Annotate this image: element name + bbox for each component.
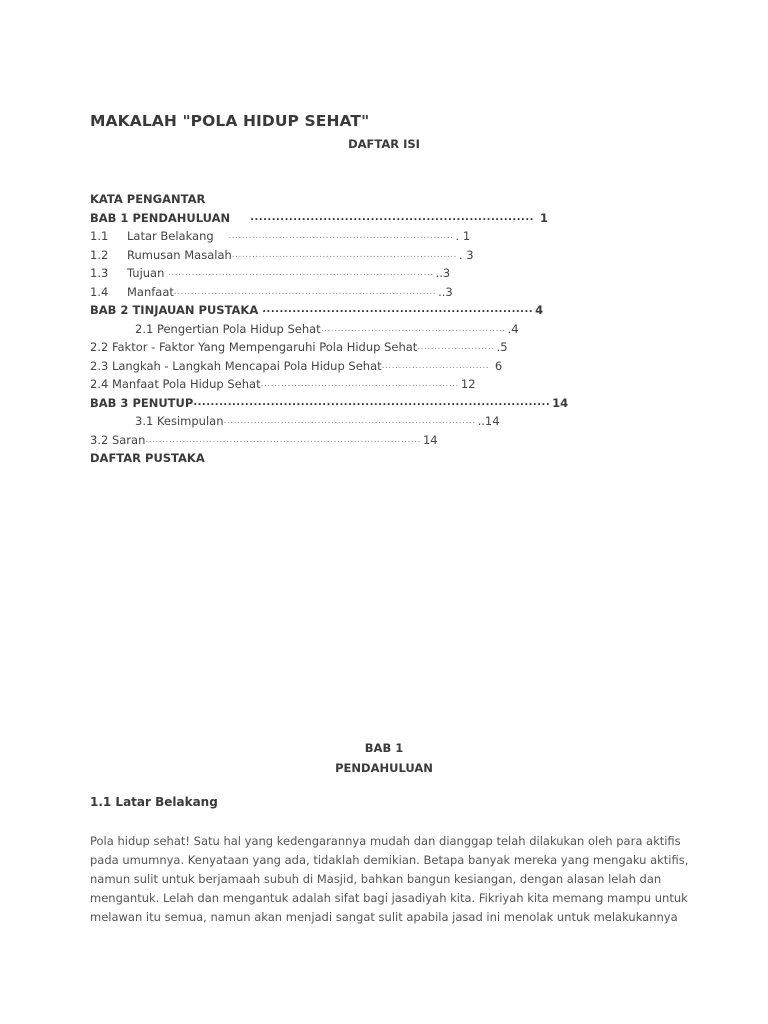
toc-entry-label: Tujuan (127, 266, 169, 280)
table-of-contents (90, 190, 690, 468)
toc-entry-label: 2.1 Pengertian Pola Hidup Sehat (135, 321, 321, 336)
toc-entry-leader: ................................................................... (228, 231, 454, 241)
toc-entry-number: 1.4 (90, 284, 109, 299)
toc-entry-label: 2.3 Langkah - Langkah Mencapai Pola Hidup Sehat (90, 358, 382, 373)
toc-entry-leader: ................................ (381, 360, 490, 371)
toc-entry (90, 338, 690, 357)
toc-entry-page: ..3 (438, 284, 453, 299)
toc-entry-leader: ................................................................... (231, 249, 457, 260)
toc-entry-page: .5 (496, 340, 508, 354)
toc-entry-label: Latar Belakang (127, 229, 229, 243)
toc-entry-label: BAB 1 PENDAHULUAN (90, 210, 251, 225)
toc-entry-number: 1.1 (90, 229, 109, 243)
toc-entry-number: 1.2 (90, 247, 109, 262)
body-line: namun sulit untuk berjamaah subuh di Masjid, bahkan bangun kesiangan, dengan alasan lelah dan (90, 872, 662, 886)
toc-entry (90, 301, 690, 320)
toc-entry-page: 1 (535, 210, 548, 225)
toc-entry-label: 2.4 Manfaat Pola Hidup Sehat (90, 377, 261, 391)
toc-entry (90, 449, 690, 468)
toc-entry-page: 4 (535, 303, 544, 317)
toc-entry-page: 14 (422, 432, 438, 447)
toc-entry (90, 264, 690, 283)
toc-entry-leader: ........................................................................... (223, 416, 476, 426)
toc-entry (90, 431, 690, 450)
body-line: mengantuk. Lelah dan mengantuk adalah sifat bagi jasadiyah kita. Fikriyah kita memang mampu untuk (90, 891, 688, 905)
toc-entry (90, 357, 690, 376)
section-heading: 1.1 Latar Belakang (90, 795, 218, 809)
toc-entry-label: BAB 2 TINJAUAN PUSTAKA (90, 303, 263, 317)
body-line: Pola hidup sehat! Satu hal yang kedengarannya mudah dan dianggap telah dilakukan oleh para aktifis (90, 834, 681, 848)
body-paragraph (90, 832, 690, 927)
toc-entry-label: Rumusan Masalah (127, 247, 232, 262)
toc-entry-label: KATA PENGANTAR (90, 192, 206, 206)
toc-entry-page: 12 (460, 377, 476, 391)
toc-entry (90, 320, 690, 339)
toc-entry-leader: ....................... (417, 342, 495, 352)
toc-entry-leader: .............................................................................. (173, 286, 437, 297)
toc-entry-leader: .................................................................. (250, 211, 534, 223)
toc-entry-leader: ........................................................... (260, 379, 459, 389)
document-title: MAKALAH "POLA HIDUP SEHAT" (90, 112, 370, 130)
toc-entry (90, 412, 690, 431)
toc-entry-page: 6 (491, 358, 503, 373)
toc-entry (90, 375, 690, 394)
chapter-number: BAB 1 (364, 741, 404, 755)
toc-entry-page: ..3 (435, 266, 451, 280)
toc-entry (90, 227, 690, 246)
toc-entry (90, 209, 690, 228)
toc-entry-page: 14 (552, 395, 569, 410)
toc-entry (90, 283, 690, 302)
toc-entry-leader: ............................................................... (262, 304, 534, 315)
toc-entry (90, 246, 690, 265)
toc-entry-page: . 1 (455, 229, 471, 243)
body-line: pada umumnya. Kenyataan yang ada, tidaklah demikian. Betapa banyak mereka yang mengaku aktifis, (90, 853, 689, 867)
toc-entry-label: Manfaat (127, 284, 174, 299)
toc-entry-label: BAB 3 PENUTUP (90, 395, 194, 410)
toc-entry-label: 3.1 Kesimpulan (135, 414, 224, 428)
toc-entry-leader: ................................................................................... (193, 396, 551, 408)
toc-entry-label: 3.2 Saran (90, 432, 146, 447)
toc-entry (90, 394, 690, 413)
toc-entry-page: . 3 (458, 247, 474, 262)
toc-entry-label: 2.2 Faktor - Faktor Yang Mempengaruhi Pola Hidup Sehat (90, 340, 418, 354)
toc-entry-leader: ....................................................... (320, 323, 506, 334)
toc-entry (90, 190, 690, 209)
toc-entry-page: .4 (507, 321, 519, 336)
toc-entry-leader: .................................................................................. (145, 434, 421, 445)
toc-entry-leader: ............................................................................... (168, 268, 434, 278)
body-line: melawan itu semua, namun akan menjadi sangat sulit apabila jasad ini menolak untuk melakukannya (90, 910, 678, 924)
toc-heading: DAFTAR ISI (348, 137, 420, 151)
toc-entry-number: 1.3 (90, 266, 109, 280)
chapter-title: PENDAHULUAN (335, 761, 433, 775)
toc-entry-page: ..14 (477, 414, 500, 428)
toc-entry-label: DAFTAR PUSTAKA (90, 451, 205, 465)
